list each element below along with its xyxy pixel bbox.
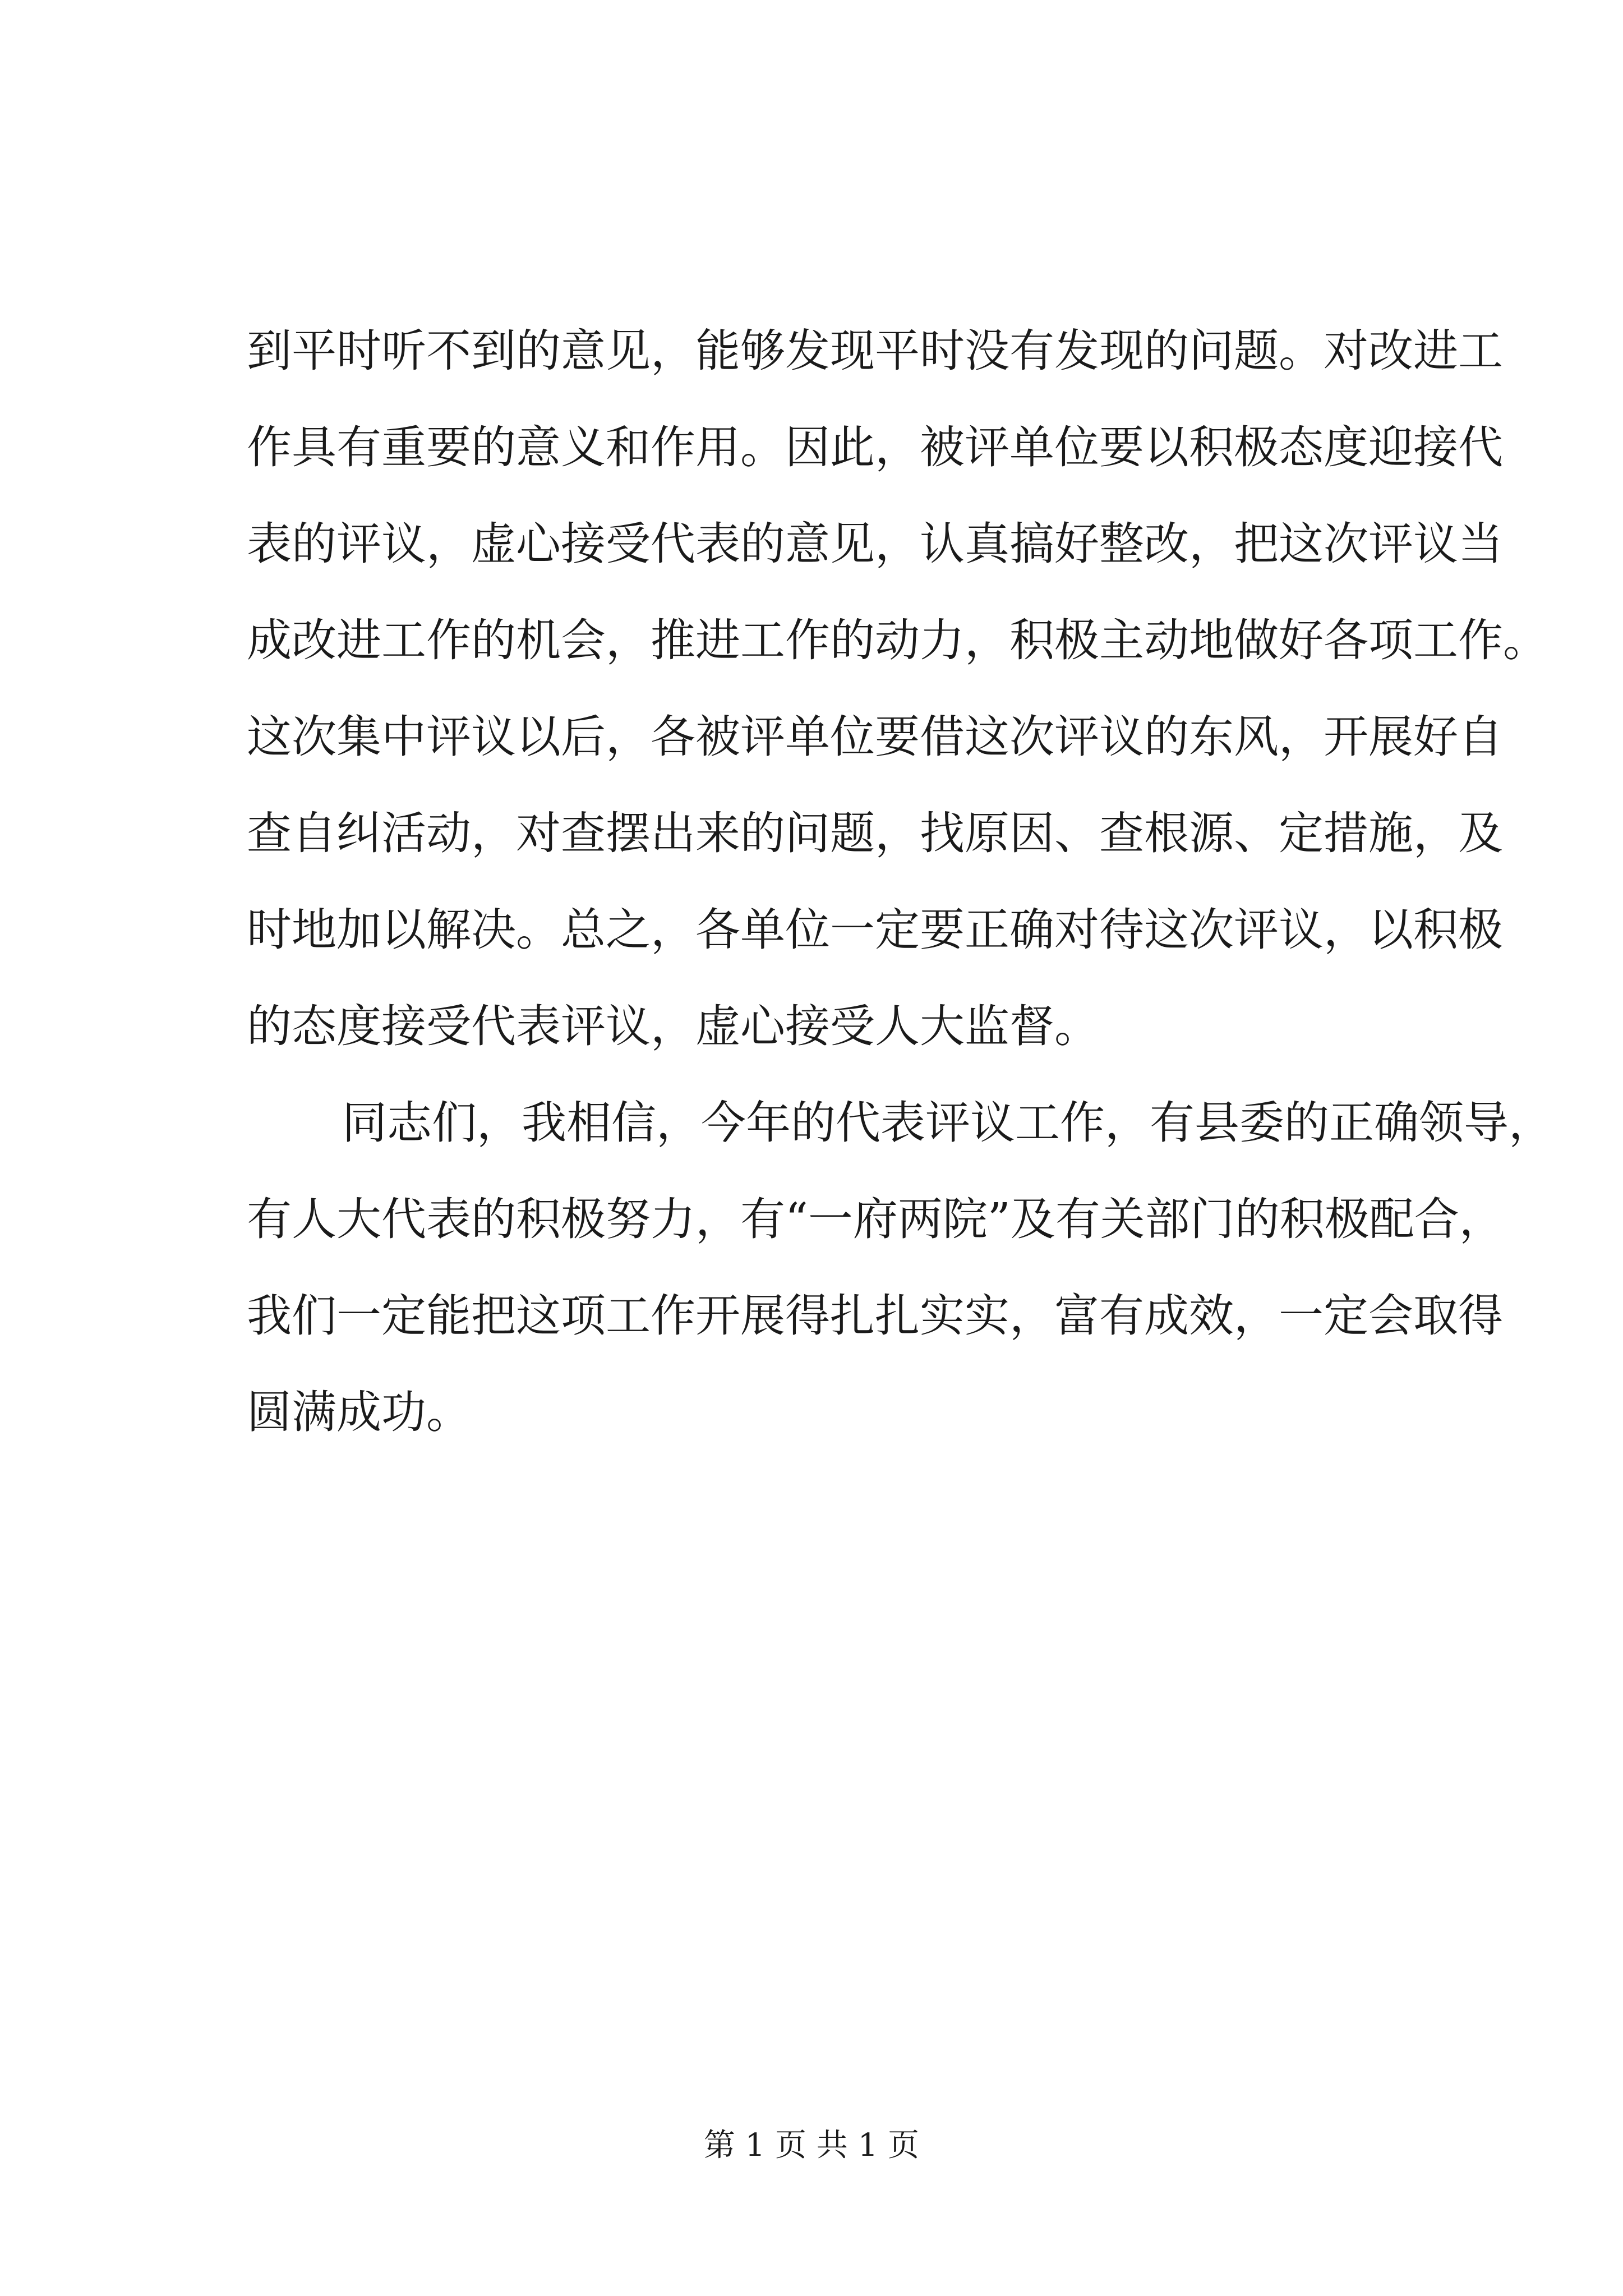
text-line: 成改进工作的机会，推进工作的动力，积极主动地做好各项工作。 — [247, 614, 1548, 666]
text-line: 作具有重要的意义和作用。因此，被评单位要以积极态度迎接代 — [247, 421, 1503, 473]
text-line: 到平时听不到的意见，能够发现平时没有发现的问题。对改进工 — [247, 325, 1503, 377]
text-line: 的态度接受代表评议，虚心接受人大监督。 — [247, 1000, 1099, 1052]
text-line: 查自纠活动，对查摆出来的问题，找原因、查根源、定措施，及 — [247, 807, 1503, 859]
text-line: 表的评议，虚心接受代表的意见，认真搞好整改，把这次评议当 — [247, 518, 1503, 570]
document-body — [247, 303, 1553, 1461]
text-line: 圆满成功。 — [247, 1386, 471, 1438]
text-line: 同志们，我相信，今年的代表评议工作，有县委的正确领导， — [342, 1097, 1553, 1149]
page-footer: 第 1 页 共 1 页 — [703, 2127, 920, 2164]
text-line: 时地加以解决。总之，各单位一定要正确对待这次评议，以积极 — [247, 904, 1503, 956]
text-line: 我们一定能把这项工作开展得扎扎实实，富有成效，一定会取得 — [247, 1290, 1503, 1342]
paragraph-2 — [247, 1075, 1553, 1461]
text-line: 有人大代表的积极努力，有“一府两院”及有关部门的积极配合， — [247, 1193, 1504, 1245]
paragraph-1 — [247, 303, 1548, 1075]
text-line: 这次集中评议以后，各被评单位要借这次评议的东风，开展好自 — [247, 711, 1503, 763]
